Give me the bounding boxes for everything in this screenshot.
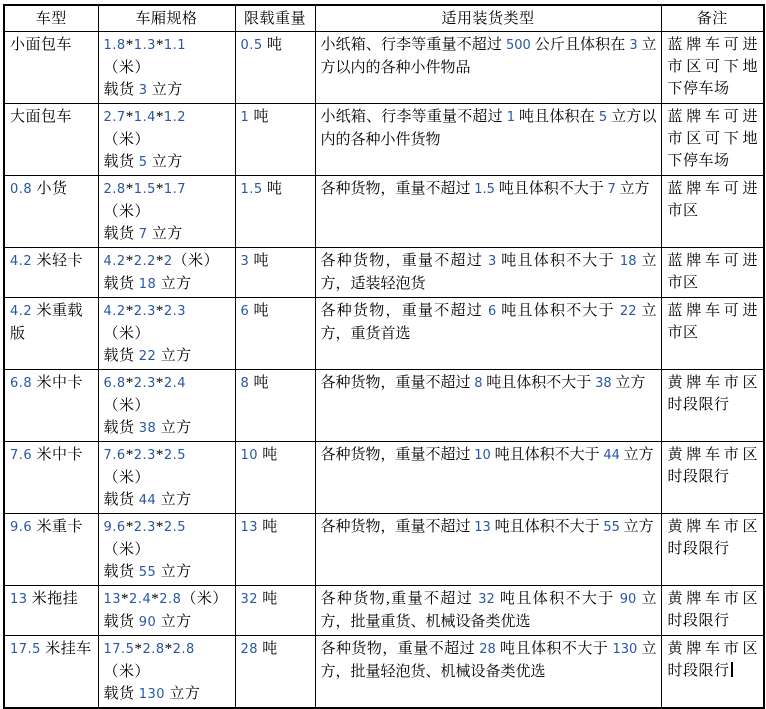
spec-load-volume: 载货 7 立方 (103, 226, 183, 242)
table-row (4, 514, 764, 586)
spec-load-volume: 载货 130 立方 (103, 686, 201, 702)
cell-load-limit[interactable]: 6 吨 (235, 298, 315, 370)
table-row (4, 104, 764, 176)
cell-cargo-type[interactable]: 小纸箱、行李等重量不超过 1 吨且体积在 5 立方以内的各种小件货物 (315, 104, 661, 176)
cell-vehicle-type[interactable]: 7.6 米中卡 (4, 442, 98, 514)
cell-cargo-type[interactable]: 各种货物，重量不超过 10 吨且体积不大于 44 立方 (315, 442, 661, 514)
table-row (4, 586, 764, 636)
cell-remark[interactable]: 蓝牌车可进市区可下地下停车场 (661, 32, 764, 104)
cell-remark[interactable]: 蓝牌车可进市区 (661, 298, 764, 370)
cell-cargo-type[interactable]: 各种货物,重量不超过 32 吨且体积不大于 90 立方，批量重货、机械设备类优选 (315, 586, 661, 636)
cell-remark[interactable]: 蓝牌车可进市区 (661, 248, 764, 298)
cell-load-limit[interactable]: 13 吨 (235, 514, 315, 586)
table-row (4, 636, 764, 709)
cell-cargo-box-spec[interactable] (98, 176, 235, 248)
cell-remark[interactable] (661, 636, 764, 709)
remark-text: 黄牌车市区时段限行 (667, 641, 758, 679)
cell-remark[interactable]: 黄牌车市区时段限行 (661, 370, 764, 442)
cell-load-limit[interactable]: 0.5 吨 (235, 32, 315, 104)
cell-cargo-box-spec[interactable] (98, 370, 235, 442)
spec-dimensions: 9.6*2.3*2.5（米） (103, 519, 187, 558)
cell-vehicle-type[interactable]: 4.2 米轻卡 (4, 248, 98, 298)
cell-remark[interactable]: 黄牌车市区时段限行 (661, 586, 764, 636)
header-vehicle-type: 车型 (4, 5, 98, 32)
spec-dimensions: 13*2.4*2.8（米） (103, 591, 228, 607)
table-row (4, 370, 764, 442)
cell-cargo-box-spec[interactable] (98, 104, 235, 176)
cell-cargo-type[interactable]: 各种货物，重量不超过 1.5 吨且体积不大于 7 立方 (315, 176, 661, 248)
cell-vehicle-type[interactable]: 大面包车 (4, 104, 98, 176)
table-row (4, 442, 764, 514)
cell-cargo-type[interactable]: 各种货物，重量不超过 13 吨且体积不大于 55 立方 (315, 514, 661, 586)
cell-remark[interactable]: 黄牌车市区时段限行 (661, 442, 764, 514)
cell-load-limit[interactable]: 3 吨 (235, 248, 315, 298)
cell-vehicle-type[interactable]: 9.6 米重卡 (4, 514, 98, 586)
cell-cargo-box-spec[interactable] (98, 298, 235, 370)
cell-vehicle-type[interactable]: 17.5 米挂车 (4, 636, 98, 709)
cell-load-limit[interactable]: 28 吨 (235, 636, 315, 709)
table-row (4, 298, 764, 370)
spec-load-volume: 载货 38 立方 (103, 420, 192, 436)
cell-load-limit[interactable]: 10 吨 (235, 442, 315, 514)
text-cursor (731, 662, 733, 677)
cell-cargo-type[interactable]: 各种货物，重量不超过 3 吨且体积不大于 18 立方，适装轻泡货 (315, 248, 661, 298)
cell-remark[interactable]: 黄牌车市区时段限行 (661, 514, 764, 586)
cell-cargo-box-spec[interactable] (98, 32, 235, 104)
spec-dimensions: 4.2*2.3*2.3（米） (103, 303, 187, 342)
cell-remark[interactable]: 蓝牌车可进市区可下地下停车场 (661, 104, 764, 176)
cell-remark[interactable]: 蓝牌车可进市区 (661, 176, 764, 248)
cell-vehicle-type[interactable]: 4.2 米重载版 (4, 298, 98, 370)
spec-dimensions: 7.6*2.3*2.5（米） (103, 447, 187, 486)
cell-vehicle-type[interactable]: 0.8 小货 (4, 176, 98, 248)
cell-cargo-type[interactable]: 各种货物，重量不超过 28 吨且体积不大于 130 立方，批量轻泡货、机械设备类优选 (315, 636, 661, 709)
spec-dimensions: 1.8*1.3*1.1（米） (103, 37, 187, 76)
vehicle-specs-table (3, 4, 765, 709)
cell-cargo-box-spec[interactable] (98, 514, 235, 586)
header-cargo-type: 适用装货类型 (315, 5, 661, 32)
header-load-limit: 限载重量 (235, 5, 315, 32)
cell-cargo-type[interactable]: 各种货物，重量不超过 8 吨且体积不大于 38 立方 (315, 370, 661, 442)
cell-cargo-type[interactable]: 各种货物，重量不超过 6 吨且体积不大于 22 立方，重货首选 (315, 298, 661, 370)
header-row (4, 5, 764, 32)
cell-cargo-box-spec[interactable] (98, 442, 235, 514)
cell-load-limit[interactable]: 1.5 吨 (235, 176, 315, 248)
cell-cargo-box-spec[interactable] (98, 248, 235, 298)
spec-dimensions: 6.8*2.3*2.4（米） (103, 375, 187, 414)
table-row (4, 248, 764, 298)
spec-dimensions: 4.2*2.2*2（米） (103, 253, 220, 269)
cell-vehicle-type[interactable]: 13 米拖挂 (4, 586, 98, 636)
spec-load-volume: 载货 18 立方 (103, 276, 192, 292)
spec-load-volume: 载货 55 立方 (103, 564, 192, 580)
table-row (4, 176, 764, 248)
header-cargo-box-spec: 车厢规格 (98, 5, 235, 32)
spec-load-volume: 载货 3 立方 (103, 82, 183, 98)
cell-cargo-type[interactable]: 小纸箱、行李等重量不超过 500 公斤且体积在 3 立方以内的各种小件物品 (315, 32, 661, 104)
header-remark: 备注 (661, 5, 764, 32)
cell-load-limit[interactable]: 8 吨 (235, 370, 315, 442)
spec-dimensions: 17.5*2.8*2.8（米） (103, 641, 195, 680)
spec-dimensions: 2.7*1.4*1.2（米） (103, 109, 187, 148)
cell-cargo-box-spec[interactable] (98, 636, 235, 709)
cell-vehicle-type[interactable]: 小面包车 (4, 32, 98, 104)
cell-load-limit[interactable]: 32 吨 (235, 586, 315, 636)
cell-load-limit[interactable]: 1 吨 (235, 104, 315, 176)
cell-cargo-box-spec[interactable] (98, 586, 235, 636)
spec-load-volume: 载货 44 立方 (103, 492, 192, 508)
spec-load-volume: 载货 22 立方 (103, 348, 192, 364)
spec-load-volume: 载货 5 立方 (103, 154, 183, 170)
cell-vehicle-type[interactable]: 6.8 米中卡 (4, 370, 98, 442)
table-row (4, 32, 764, 104)
spec-dimensions: 2.8*1.5*1.7（米） (103, 181, 187, 220)
spec-load-volume: 载货 90 立方 (103, 614, 192, 630)
